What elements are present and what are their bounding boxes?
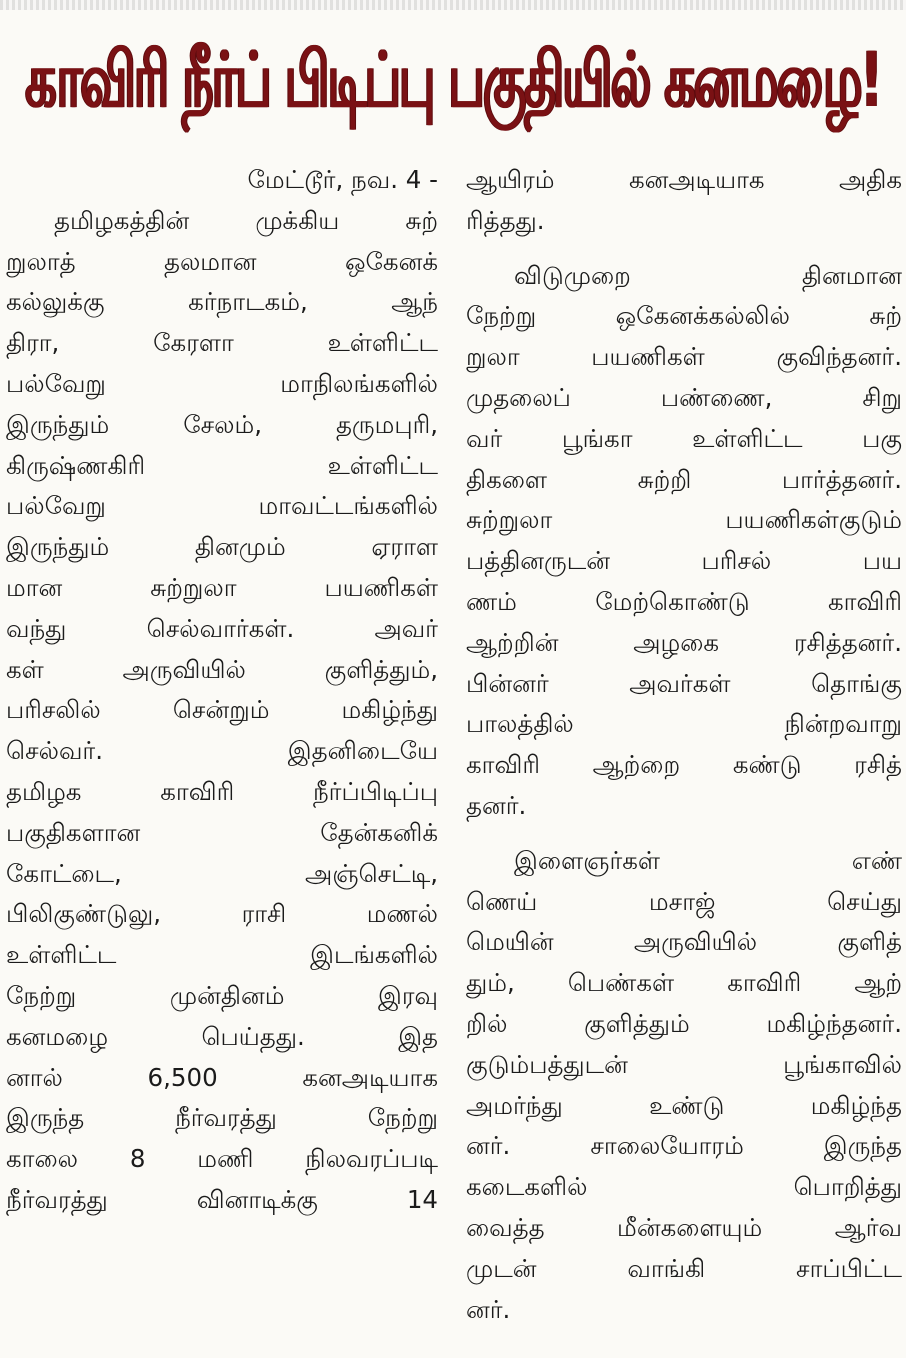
text-line: குடும்பத்துடன் பூங்காவில் (466, 1049, 902, 1079)
text-line: கனமழை பெய்தது. இத (6, 1021, 438, 1051)
text-line: ஆற்றின் அழகை ரசித்தனர். (466, 627, 902, 657)
text-line: றுலாத் தலமான ஒகேனக் (6, 246, 438, 276)
paragraph-gap (466, 827, 902, 841)
text-line: தும், பெண்கள் காவிரி ஆற் (466, 968, 902, 998)
text-line: விடுமுறை தினமான (514, 260, 902, 290)
text-line: மான சுற்றுலா பயணிகள் (6, 572, 438, 602)
text-line: இளைஞர்கள் எண் (514, 845, 902, 875)
right-paragraph-2 (466, 256, 902, 827)
text-line: தமிழக காவிரி நீர்ப்பிடிப்பு (6, 776, 438, 806)
text-line: ணம் மேற்கொண்டு காவிரி (466, 586, 902, 616)
text-line: முதலைப் பண்ணை, சிறு (466, 382, 902, 412)
text-line: வந்து செல்வார்கள். அவர் (6, 613, 438, 643)
text-line: வைத்த மீன்களையும் ஆர்வ (466, 1212, 902, 1242)
headline: காவிரி நீர்ப் பிடிப்பு பகுதியில் கனமழை! (25, 36, 881, 125)
left-column (6, 160, 438, 1221)
right-paragraph-1 (466, 160, 902, 242)
text-line: பிலிகுண்டுலு, ராசி மணல் (6, 899, 438, 929)
left-column-body (6, 201, 438, 1221)
text-line: முடன் வாங்கி சாப்பிட்ட (466, 1253, 902, 1283)
text-line: கடைகளில் பொறித்து (466, 1172, 902, 1202)
text-line: பத்தினருடன் பரிசல் பய (466, 546, 902, 576)
text-line: ரித்தது. (466, 205, 545, 235)
text-line: பகுதிகளான தேன்கனிக் (6, 817, 438, 847)
text-line: தனர். (466, 790, 527, 820)
text-line: றுலா பயணிகள் குவிந்தனர். (466, 342, 902, 372)
right-column (466, 160, 902, 1330)
text-line: னர். சாலையோரம் இருந்த (466, 1131, 902, 1161)
column-separator (450, 160, 451, 1350)
text-line: காவிரி ஆற்றை கண்டு ரசித் (466, 750, 902, 780)
text-line: இருந்தும் தினமும் ஏராள (6, 532, 438, 562)
text-line: பல்வேறு மாவட்டங்களில் (6, 491, 438, 521)
text-line: பரிசலில் சென்றும் மகிழ்ந்து (6, 695, 438, 725)
text-line: தமிழகத்தின் முக்கிய சுற் (54, 205, 438, 235)
text-line: இருந்த நீர்வரத்து நேற்று (6, 1103, 438, 1133)
text-line: பின்னர் அவர்கள் தொங்கு (466, 668, 902, 698)
text-line: கோட்டை, அஞ்செட்டி, (6, 858, 438, 888)
text-line: னர். (466, 1294, 511, 1324)
text-line: கிருஷ்ணகிரி உள்ளிட்ட (6, 450, 438, 480)
text-line: ணெய் மசாஜ் செய்து (466, 886, 902, 916)
text-line: இருந்தும் சேலம், தருமபுரி, (6, 409, 438, 439)
text-line: காலை 8 மணி நிலவரப்படி (6, 1144, 438, 1174)
text-line: மெயின் அருவியில் குளித் (466, 927, 902, 957)
text-line: சுற்றுலா பயணிகள்குடும் (466, 505, 902, 535)
text-line: திரா, கேரளா உள்ளிட்ட (6, 328, 438, 358)
text-line: நீர்வரத்து வினாடிக்கு 14 (6, 1184, 438, 1214)
text-line: நேற்று முன்தினம் இரவு (6, 980, 438, 1010)
text-line: திகளை சுற்றி பார்த்தனர். (466, 464, 902, 494)
text-line: ஆயிரம் கனஅடியாக அதிக (466, 165, 902, 194)
text-line: உள்ளிட்ட இடங்களில் (6, 940, 438, 970)
dateline: மேட்டூர், நவ. 4 - (247, 165, 438, 194)
text-line: செல்வர். இதனிடையே (6, 736, 438, 766)
text-line: பல்வேறு மாநிலங்களில் (6, 368, 438, 398)
text-line: றில் குளித்தும் மகிழ்ந்தனர். (466, 1008, 902, 1038)
text-line: அமர்ந்து உண்டு மகிழ்ந்த (466, 1090, 902, 1120)
right-paragraph-3 (466, 841, 902, 1331)
text-line: நேற்று ஒகேனக்கல்லில் சுற் (466, 301, 902, 331)
text-line: கல்லுக்கு கர்நாடகம், ஆந் (6, 287, 438, 317)
text-line: னால் 6,500 கனஅடியாக (6, 1062, 438, 1092)
text-line: வர் பூங்கா உள்ளிட்ட பகு (466, 423, 902, 453)
paragraph-gap (466, 242, 902, 256)
text-line: கள் அருவியில் குளித்தும், (6, 654, 438, 684)
text-line: பாலத்தில் நின்றவாறு (466, 709, 902, 739)
